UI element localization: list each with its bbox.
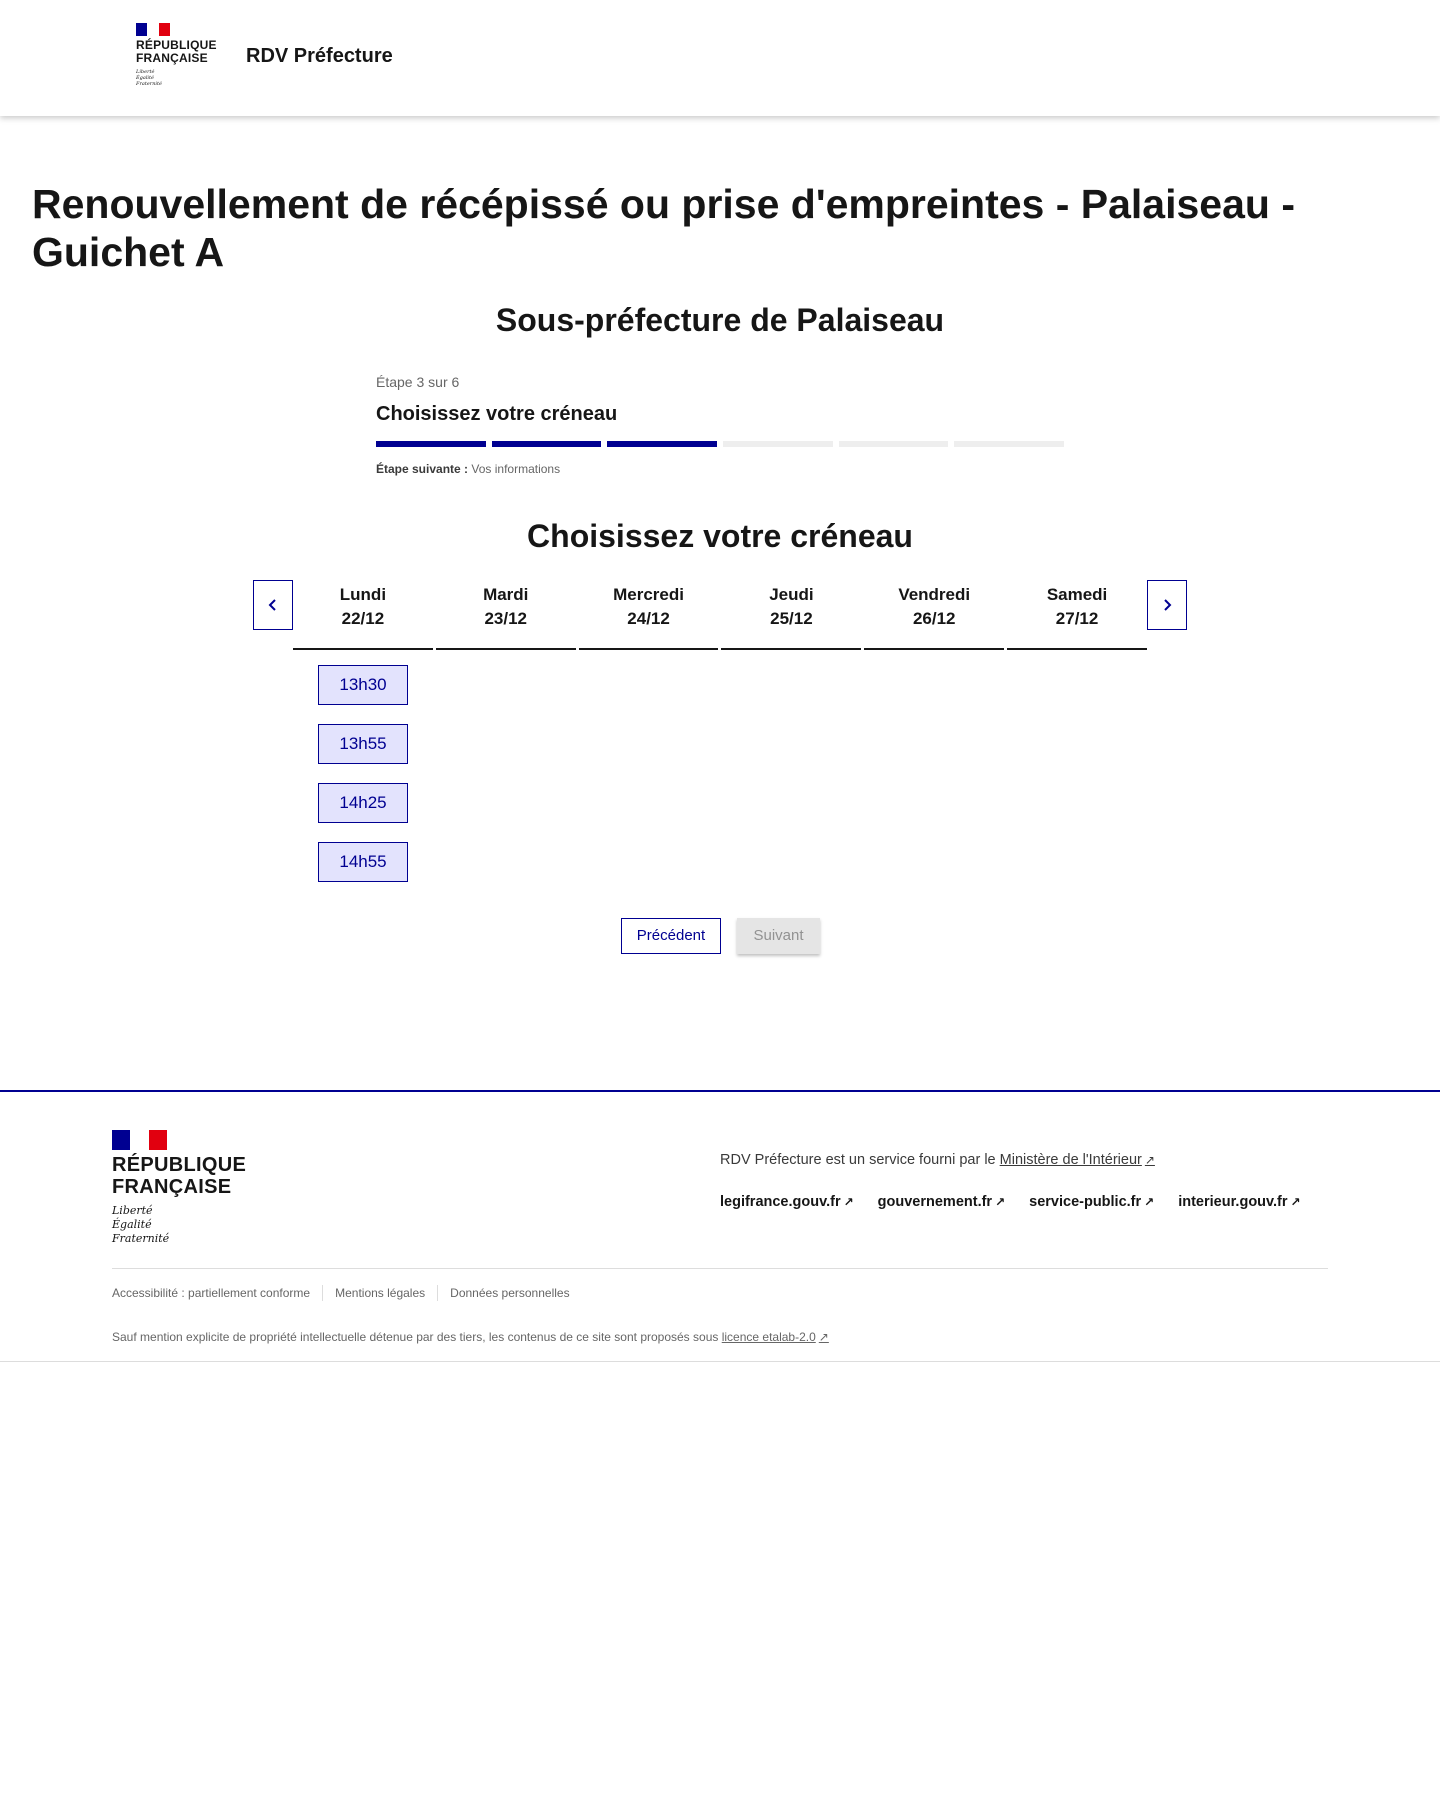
marianne-flag-icon: [112, 1130, 167, 1150]
footer-divider: [112, 1268, 1328, 1269]
external-link-icon: ↗: [1144, 1195, 1155, 1209]
service-title[interactable]: RDV Préfecture: [246, 45, 393, 67]
stepper-segment: [492, 441, 602, 447]
stepper-segment: [607, 441, 717, 447]
next-week-button[interactable]: [1147, 580, 1187, 630]
day-date: 25/12: [770, 609, 813, 628]
stepper-segment: [954, 441, 1064, 447]
day-column-header: [293, 580, 433, 650]
stepper-next-label: Étape suivante :: [376, 462, 469, 476]
stepper-segment: [723, 441, 833, 447]
footer-logo[interactable]: [112, 1130, 272, 1246]
external-link-icon: ↗: [818, 1330, 829, 1344]
stepper-title: Choisissez votre créneau: [376, 403, 618, 425]
monday-slots: [318, 665, 408, 901]
site-header: [0, 0, 1440, 116]
day-column-header: [721, 580, 861, 650]
day-name: Lundi: [339, 585, 387, 604]
day-columns: [293, 580, 1147, 650]
slot-section-title: Choisissez votre créneau: [527, 518, 913, 554]
previous-week-button[interactable]: [253, 580, 293, 630]
footer-bottom-links: [112, 1285, 570, 1301]
footer-description-text: RDV Préfecture est un service fourni par le: [720, 1152, 996, 1168]
footer-external-link[interactable]: gouvernement.fr ↗: [877, 1194, 1006, 1210]
footer-external-link[interactable]: service-public.fr ↗: [1029, 1194, 1155, 1210]
republique-francaise-logo[interactable]: [136, 23, 216, 87]
footer-license-text: Sauf mention explicite de propriété intellectuelle détenue par des tiers, les contenus de ce site sont proposés sous: [112, 1330, 719, 1344]
ministere-link[interactable]: Ministère de l'Intérieur ↗: [999, 1152, 1155, 1168]
site-footer: [0, 1090, 1440, 1362]
stepper-state: Étape 3 sur 6: [376, 374, 460, 390]
day-date: 22/12: [341, 609, 385, 628]
next-step-button[interactable]: Suivant: [737, 918, 820, 954]
day-date: 27/12: [1055, 609, 1099, 628]
day-column-header: [864, 580, 1004, 650]
footer-external-link[interactable]: interieur.gouv.fr ↗: [1178, 1194, 1301, 1210]
logo-text: RÉPUBLIQUE FRANÇAISE: [136, 38, 217, 65]
chevron-left-icon: [266, 598, 280, 612]
previous-step-button[interactable]: Précédent: [621, 918, 721, 954]
footer-bottom-link[interactable]: Accessibilité : partiellement conforme: [112, 1286, 311, 1300]
day-column-header: [1007, 580, 1147, 650]
day-name: Vendredi: [898, 585, 971, 604]
stepper: [376, 372, 1064, 476]
time-slot-button[interactable]: 14h55: [318, 842, 408, 882]
time-slot-button[interactable]: 13h55: [318, 724, 408, 764]
day-date: 24/12: [627, 609, 670, 628]
chevron-right-icon: [1160, 598, 1174, 612]
external-link-icon: ↗: [1144, 1153, 1155, 1167]
footer-logo-text: RÉPUBLIQUE FRANÇAISE: [112, 1154, 247, 1198]
footer-license: [112, 1330, 829, 1344]
day-date: 26/12: [912, 609, 956, 628]
external-link-icon: ↗: [995, 1195, 1006, 1209]
footer-description: [720, 1152, 1155, 1168]
time-slot-button[interactable]: 14h25: [318, 783, 408, 823]
stepper-next-value: Vos informations: [471, 462, 561, 476]
stepper-segment: [839, 441, 949, 447]
day-column-header: [436, 580, 576, 650]
day-column-header: [579, 580, 719, 650]
stepper-next: [376, 462, 1064, 476]
time-slot-button[interactable]: 13h30: [318, 665, 408, 705]
footer-logo-motto: Liberté Égalité Fraternité: [112, 1204, 170, 1245]
day-name: Mercredi: [613, 585, 684, 604]
day-name: Samedi: [1046, 585, 1108, 604]
stepper-progress: [376, 441, 1064, 447]
page-title: Renouvellement de récépissé ou prise d'empreintes - Palaiseau - Guichet A: [32, 181, 1295, 275]
logo-motto: Liberté Égalité Fraternité: [136, 69, 162, 87]
external-link-icon: ↗: [843, 1195, 854, 1209]
day-name: Jeudi: [769, 585, 814, 604]
page-subtitle: Sous-préfecture de Palaiseau: [495, 302, 945, 338]
footer-bottom-link[interactable]: Données personnelles: [450, 1286, 570, 1300]
stepper-segment: [376, 441, 486, 447]
footer-links: [720, 1194, 1301, 1210]
license-link[interactable]: licence etalab-2.0 ↗: [721, 1330, 829, 1344]
day-name: Mardi: [483, 585, 529, 604]
external-link-icon: ↗: [1290, 1195, 1301, 1209]
footer-bottom-link[interactable]: Mentions légales: [335, 1286, 426, 1300]
marianne-flag-icon: [136, 23, 170, 36]
day-date: 23/12: [484, 609, 528, 628]
footer-separator: [322, 1285, 323, 1301]
footer-separator: [437, 1285, 438, 1301]
footer-external-link[interactable]: legifrance.gouv.fr ↗: [720, 1194, 854, 1210]
